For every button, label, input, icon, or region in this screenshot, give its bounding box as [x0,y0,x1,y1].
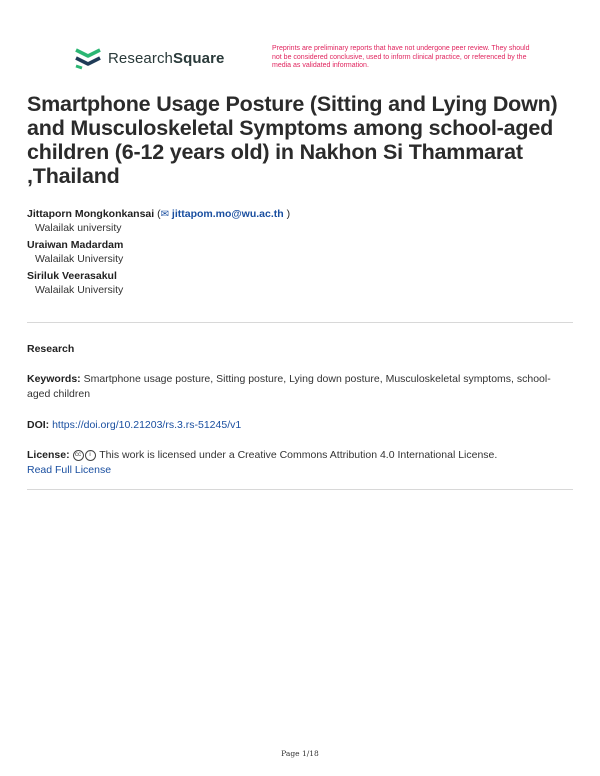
license-text: This work is licensed under a Creative Commons Attribution 4.0 International License. [99,449,498,461]
author-affiliation: Walailak university [35,221,122,234]
author-affiliation: Walailak University [35,252,124,265]
author-name: Jittaporn Mongkonkansai [27,208,155,220]
article-category: Research [27,343,75,355]
preprint-disclaimer: Preprints are preliminary reports that have not undergone peer review. They should not be considered conclusive, used to inform clinical practice, or referenced by the media as validated information. [272,45,530,69]
author-list [27,208,567,301]
paper-title: Smartphone Usage Posture (Sitting and Lying Down) and Musculoskeletal Symptoms among school-aged children (6-12 years old) in Nakhon Si Thammarat ,Thailand [27,92,558,188]
author-name: Uraiwan Madardam [27,239,124,251]
research-square-logo-icon [74,46,102,70]
by-icon: i [85,450,96,461]
license [27,448,573,478]
doi [27,418,573,433]
keywords-label: Keywords: [27,373,81,385]
divider [27,489,573,490]
keywords-text: Smartphone usage posture, Sitting posture, Lying down posture, Musculoskeletal symptoms, school-aged children [27,373,551,400]
keywords [27,372,573,402]
read-full-license-link[interactable]: Read Full License [27,464,112,476]
author-affiliation: Walailak University [35,283,124,296]
divider [27,322,573,323]
mail-icon: ✉ [160,209,169,220]
logo-text: ResearchSquare [108,49,225,67]
author-1: Jittaporn Mongkonkansai (✉ jittapom.mo@wu.ac.th ) [27,208,291,220]
license-label: License: [27,449,70,461]
cc-icon: cc [73,450,84,461]
research-square-logo[interactable] [74,46,224,70]
page-number: Page 1/18 [281,749,319,758]
author-name: Siriluk Veerasakul [27,270,117,282]
doi-label: DOI: [27,419,50,431]
doi-link[interactable]: https://doi.org/10.21203/rs.3.rs-51245/v1 [52,419,242,431]
author-email-link[interactable]: jittapom.mo@wu.ac.th [171,208,284,220]
